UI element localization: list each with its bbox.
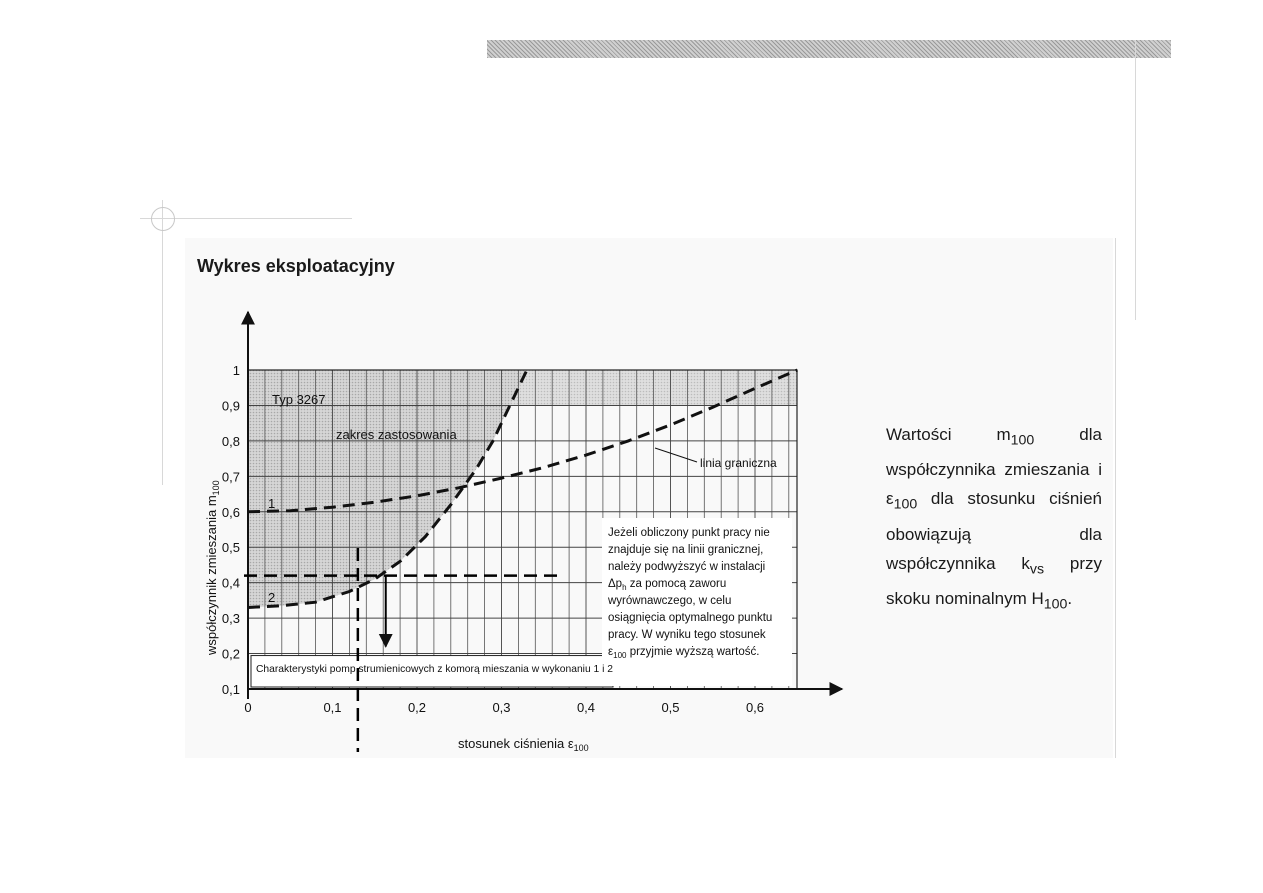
annotation-curve1-label: 1 <box>268 496 276 511</box>
info-line: pracy. W wyniku tego stosunek <box>608 629 766 641</box>
side-note: Wartości $m_{100}$ dla współczynnika zmieszania i $\varepsilon_{100}$ dla stosunku ciśnień obowiązują dla współczynnika $k_{vs}$ przy skoku nominalnym $H_{100}$. <box>886 425 1103 613</box>
chart-title: Wykres eksploatacyjny <box>197 256 395 276</box>
info-subscript: 100 <box>613 651 627 660</box>
info-line: osiągnięcia optymalnego punktu <box>608 612 773 624</box>
y-tick-label: 0,4 <box>221 575 240 591</box>
info-line: wyrównawczego, w celu <box>608 595 732 607</box>
annotation-range-label: zakres zastosowania <box>336 427 457 442</box>
info-line: $\Delta p_h$ za pomocą zaworu <box>608 578 727 592</box>
y-tick-label: 0,1 <box>221 682 240 697</box>
y-axis-label: współczynnik zmieszania $m_{100}$ <box>204 480 221 655</box>
x-tick-label: 0,1 <box>323 700 342 715</box>
info-line: należy podwyższyć w instalacji <box>608 561 766 573</box>
y-tick-label: 0,9 <box>221 398 240 414</box>
y-tick-label: 0,7 <box>221 469 240 485</box>
info-line: znajduje się na linii granicznej, <box>608 544 764 556</box>
y-tick-label: 0,3 <box>221 611 240 627</box>
info-line: $\varepsilon_{100}$ przyjmie wyższą wartość. <box>608 646 760 660</box>
info-line: Jeżeli obliczony punkt pracy nie <box>608 527 770 539</box>
x-tick-label: 0,2 <box>407 700 427 715</box>
y-tick-label: 0,6 <box>221 504 240 520</box>
annotation-bottom-label: Charakterystyki pomp strumienicowych z komorą mieszania w wykonaniu 1 i 2 <box>256 663 614 675</box>
x-tick-label: 0,6 <box>745 700 765 715</box>
boundary-leader-line <box>655 448 697 462</box>
x-tick-label: 0,5 <box>661 700 680 715</box>
x-tick-label: 0,4 <box>576 700 596 715</box>
y-tick-label: 0,2 <box>221 646 240 662</box>
annotation-curve2-label: 2 <box>268 590 276 605</box>
x-tick-label: 0,3 <box>492 700 511 715</box>
y-tick-label: 1 <box>232 363 240 378</box>
y-tick-label: 0,5 <box>221 540 240 556</box>
x-axis-label: stosunek ciśnienia $\varepsilon_{100}$ <box>458 736 589 753</box>
shaded-range-top <box>248 370 797 405</box>
info-subscript: h <box>622 583 627 592</box>
annotation-type-label: Typ 3267 <box>272 392 326 407</box>
y-tick-label: 0,8 <box>221 433 240 449</box>
x-tick-label: 0 <box>244 700 252 715</box>
annotation-boundary-label: linia graniczna <box>700 456 777 470</box>
